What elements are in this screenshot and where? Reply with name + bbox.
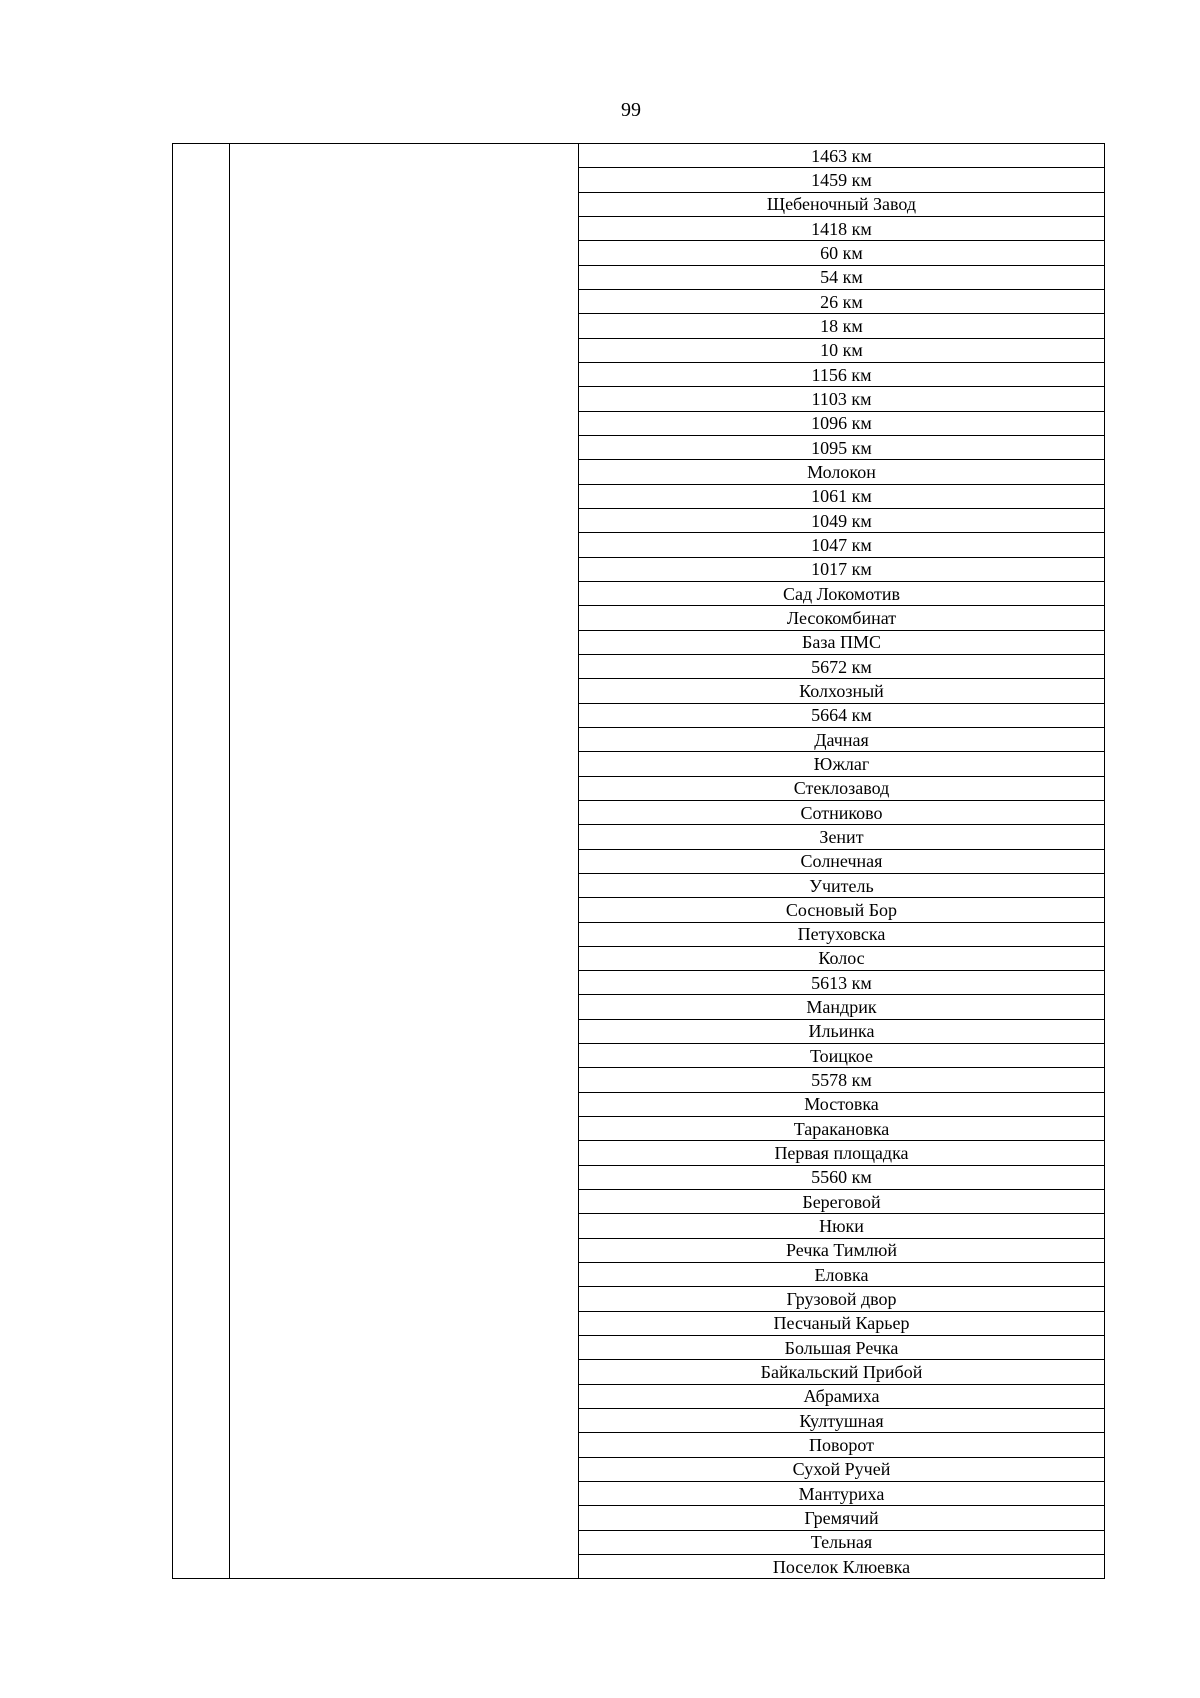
table-row: Нюки <box>579 1214 1104 1238</box>
table-column-stops <box>579 144 1104 1578</box>
table-row: 26 км <box>579 290 1104 314</box>
table-row: Зенит <box>579 825 1104 849</box>
table-row: 1103 км <box>579 387 1104 411</box>
table-row: Тельная <box>579 1531 1104 1555</box>
table-row: Мандрик <box>579 995 1104 1019</box>
table-row: Колос <box>579 947 1104 971</box>
page-number: 99 <box>621 99 641 121</box>
table-row: Тоицкое <box>579 1044 1104 1068</box>
table-row: Таракановка <box>579 1117 1104 1141</box>
table-row: 54 км <box>579 266 1104 290</box>
table-row: Щебеночный Завод <box>579 193 1104 217</box>
table-row: 5672 км <box>579 655 1104 679</box>
stations-table <box>172 143 1105 1579</box>
table-row: База ПМС <box>579 631 1104 655</box>
table-row: Береговой <box>579 1190 1104 1214</box>
table-row: 5664 км <box>579 704 1104 728</box>
table-row: Мостовка <box>579 1093 1104 1117</box>
table-row: Поселок Клюевка <box>772 1556 911 1577</box>
table-row: Южлаг <box>579 752 1104 776</box>
table-row: 1463 км <box>579 144 1104 168</box>
table-row: 5578 км <box>579 1068 1104 1092</box>
table-row: 1096 км <box>579 412 1104 436</box>
table-row: Петуховска <box>579 923 1104 947</box>
table-row: 1061 км <box>579 485 1104 509</box>
table-row: 60 км <box>579 241 1104 265</box>
table-row: Сосновый Бор <box>579 898 1104 922</box>
table-row: 1418 км <box>579 217 1104 241</box>
table-row: Лесокомбинат <box>579 606 1104 630</box>
table-row: 1095 км <box>579 436 1104 460</box>
table-row: Молокон <box>579 460 1104 484</box>
table-row: 10 км <box>579 339 1104 363</box>
table-row: Песчаный Карьер <box>579 1312 1104 1336</box>
table-row: 5613 км <box>579 971 1104 995</box>
table-row: 1049 км <box>579 509 1104 533</box>
table-row: Мантуриха <box>579 1482 1104 1506</box>
table-row: 1017 км <box>579 558 1104 582</box>
table-row: Дачная <box>579 728 1104 752</box>
table-row: Грузовой двор <box>579 1287 1104 1311</box>
table-column-number <box>173 144 230 1578</box>
table-row: Култушная <box>579 1409 1104 1433</box>
table-row: Колхозный <box>579 679 1104 703</box>
table-row: Сотниково <box>579 801 1104 825</box>
table-row: Поворот <box>579 1433 1104 1457</box>
table-row: 1047 км <box>579 533 1104 557</box>
table-row: Учитель <box>579 874 1104 898</box>
table-row: Первая площадка <box>579 1141 1104 1165</box>
table-row: Еловка <box>579 1263 1104 1287</box>
table-row: Стеклозавод <box>579 777 1104 801</box>
table-column-route <box>230 144 579 1578</box>
table-row: Сад Локомотив <box>579 582 1104 606</box>
table-row: Гремячий <box>579 1506 1104 1530</box>
table-row: 1459 км <box>579 168 1104 192</box>
table-row: 5560 км <box>579 1166 1104 1190</box>
table-row: 18 км <box>579 314 1104 338</box>
table-row: Солнечная <box>579 850 1104 874</box>
table-row: Байкальский Прибой <box>579 1360 1104 1384</box>
table-row: Большая Речка <box>579 1336 1104 1360</box>
table-row: Сухой Ручей <box>579 1458 1104 1482</box>
table-row: Речка Тимлюй <box>579 1239 1104 1263</box>
table-row: Ильинка <box>579 1020 1104 1044</box>
table-row: 1156 км <box>579 363 1104 387</box>
table-row: Абрамиха <box>579 1385 1104 1409</box>
